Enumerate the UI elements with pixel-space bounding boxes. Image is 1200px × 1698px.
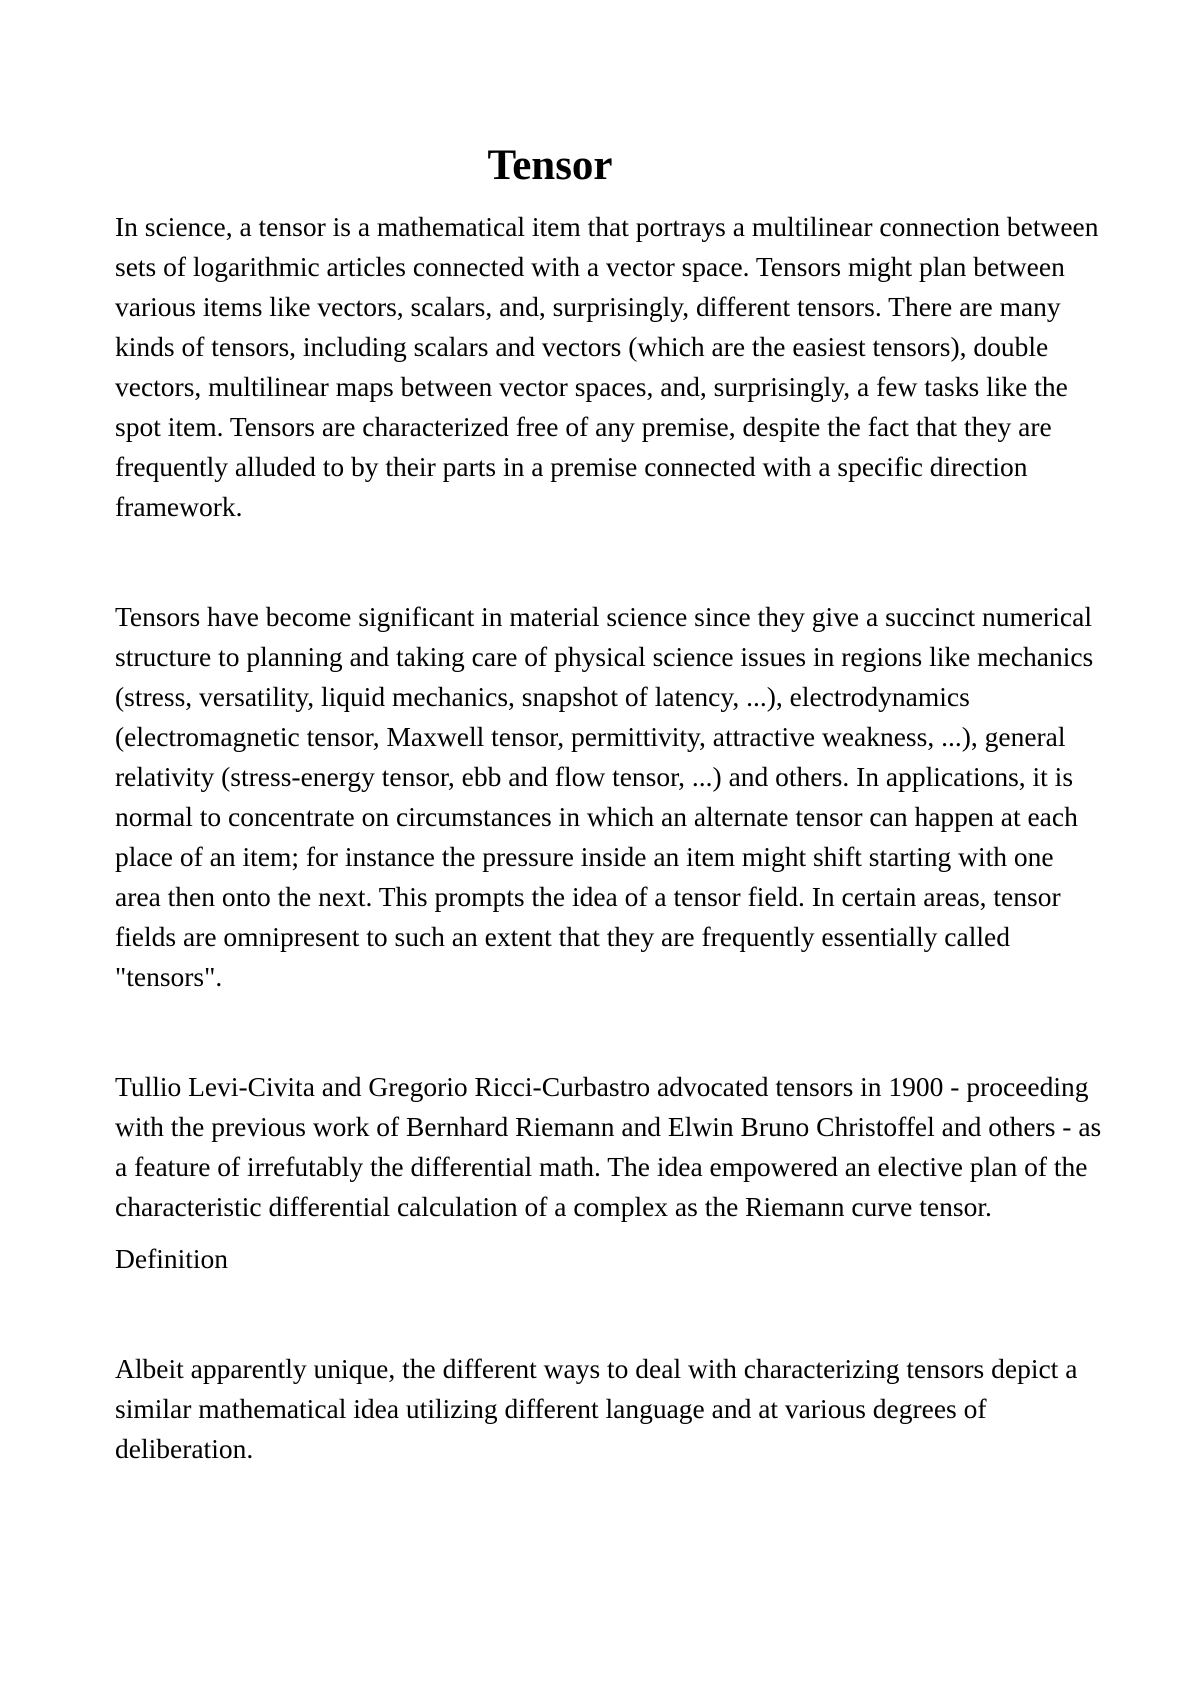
paragraph-definition: Albeit apparently unique, the different ways to deal with characterizing tensors depict a similar mathematical idea utilizing different language and at various degrees of deliberation. — [115, 1353, 1078, 1464]
document-title: Tensor — [487, 142, 613, 189]
document-body — [115, 207, 1105, 1469]
paragraph-history: Tullio Levi-Civita and Gregorio Ricci-Curbastro advocated tensors in 1900 - proceeding with the previous work of Bernhard Riemann and Elwin Bruno Christoffel and others - as a feature of irrefutably the differential math. The idea empowered an elective plan of the characteristic differential calculation of a complex as the Riemann curve tensor. — [115, 1071, 1102, 1222]
section-heading-definition: Definition — [115, 1243, 229, 1274]
paragraph-intro: In science, a tensor is a mathematical item that portrays a multilinear connection between sets of logarithmic articles connected with a vector space. Tensors might plan between various items like vectors, scalars, and, surprisingly, different tensors. There are many kinds of tensors, including scalars and vectors (which are the easiest tensors), double vectors, multilinear maps between vector spaces, and, surprisingly, a few tasks like the spot item. Tensors are characterized free of any premise, despite the fact that they are frequently alluded to by their parts in a premise connected with a specific direction framework. — [115, 211, 1099, 522]
paragraph-physics: Tensors have become significant in material science since they give a succinct numerical structure to planning and taking care of physical science issues in regions like mechanics (stress, versatility, liquid mechanics, snapshot of latency, ...), electrodynamics (electromagnetic tensor, Maxwell tensor, permittivity, attractive weakness, ...), general relativity (stress-energy tensor, ebb and flow tensor, ...) and others. In applications, it is normal to concentrate on circumstances in which an alternate tensor can happen at each place of an item; for instance the pressure inside an item might shift starting with one area then onto the next. This prompts the idea of a tensor field. In certain areas, tensor fields are omnipresent to such an extent that they are frequently essentially called "tensors". — [115, 601, 1094, 992]
